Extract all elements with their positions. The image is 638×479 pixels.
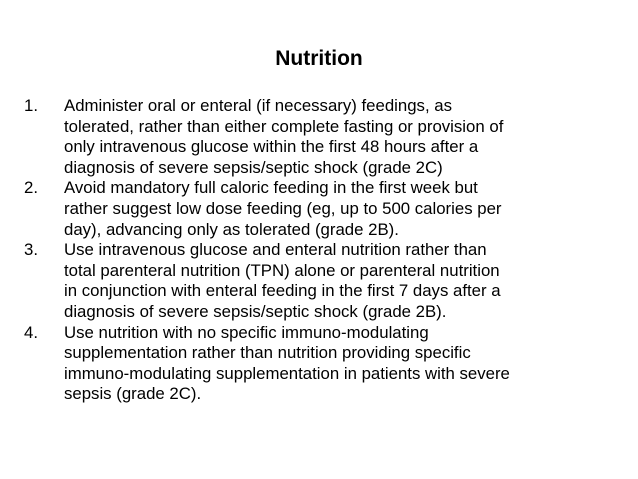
text-line: Use nutrition with no specific immuno-modulating (64, 322, 429, 342)
text-line: supplementation rather than nutrition providing specific (64, 343, 471, 363)
list-item (24, 96, 604, 178)
text-line: tolerated, rather than either complete fasting or provision of (64, 116, 504, 136)
list-item (24, 240, 604, 322)
text-line: rather suggest low dose feeding (eg, up to 500 calories per (64, 198, 502, 218)
text-line: day), advancing only as tolerated (grade 2B). (64, 219, 399, 239)
text-line: Use intravenous glucose and enteral nutrition rather than (64, 240, 487, 260)
text-line: immuno-modulating supplementation in patients with severe (64, 363, 510, 383)
list-item-text (64, 96, 604, 178)
list-item-text (64, 323, 604, 405)
text-line: Administer oral or enteral (if necessary) feedings, as (64, 96, 453, 115)
text-line: in conjunction with enteral feeding in the first 7 days after a (64, 281, 501, 301)
slide-title: Nutrition (275, 47, 363, 70)
list-item-text (64, 240, 604, 322)
text-line: Avoid mandatory full caloric feeding in the first week but (64, 178, 478, 198)
list-item-number: 1. (24, 96, 38, 115)
list-item (24, 178, 604, 240)
text-line: diagnosis of severe sepsis/septic shock (grade 2C) (64, 157, 443, 177)
list-item-number: 4. (24, 322, 38, 342)
text-line: sepsis (grade 2C). (64, 384, 202, 404)
text-line: only intravenous glucose within the first 48 hours after a (64, 137, 479, 157)
text-line: diagnosis of severe sepsis/septic shock (grade 2B). (64, 301, 447, 321)
text-line: total parenteral nutrition (TPN) alone or parenteral nutrition (64, 260, 500, 280)
list-item-number: 3. (24, 240, 38, 260)
list-item-text (64, 178, 604, 240)
list-item (24, 323, 604, 405)
recommendation-list (24, 96, 604, 405)
list-item-number: 2. (24, 178, 38, 198)
